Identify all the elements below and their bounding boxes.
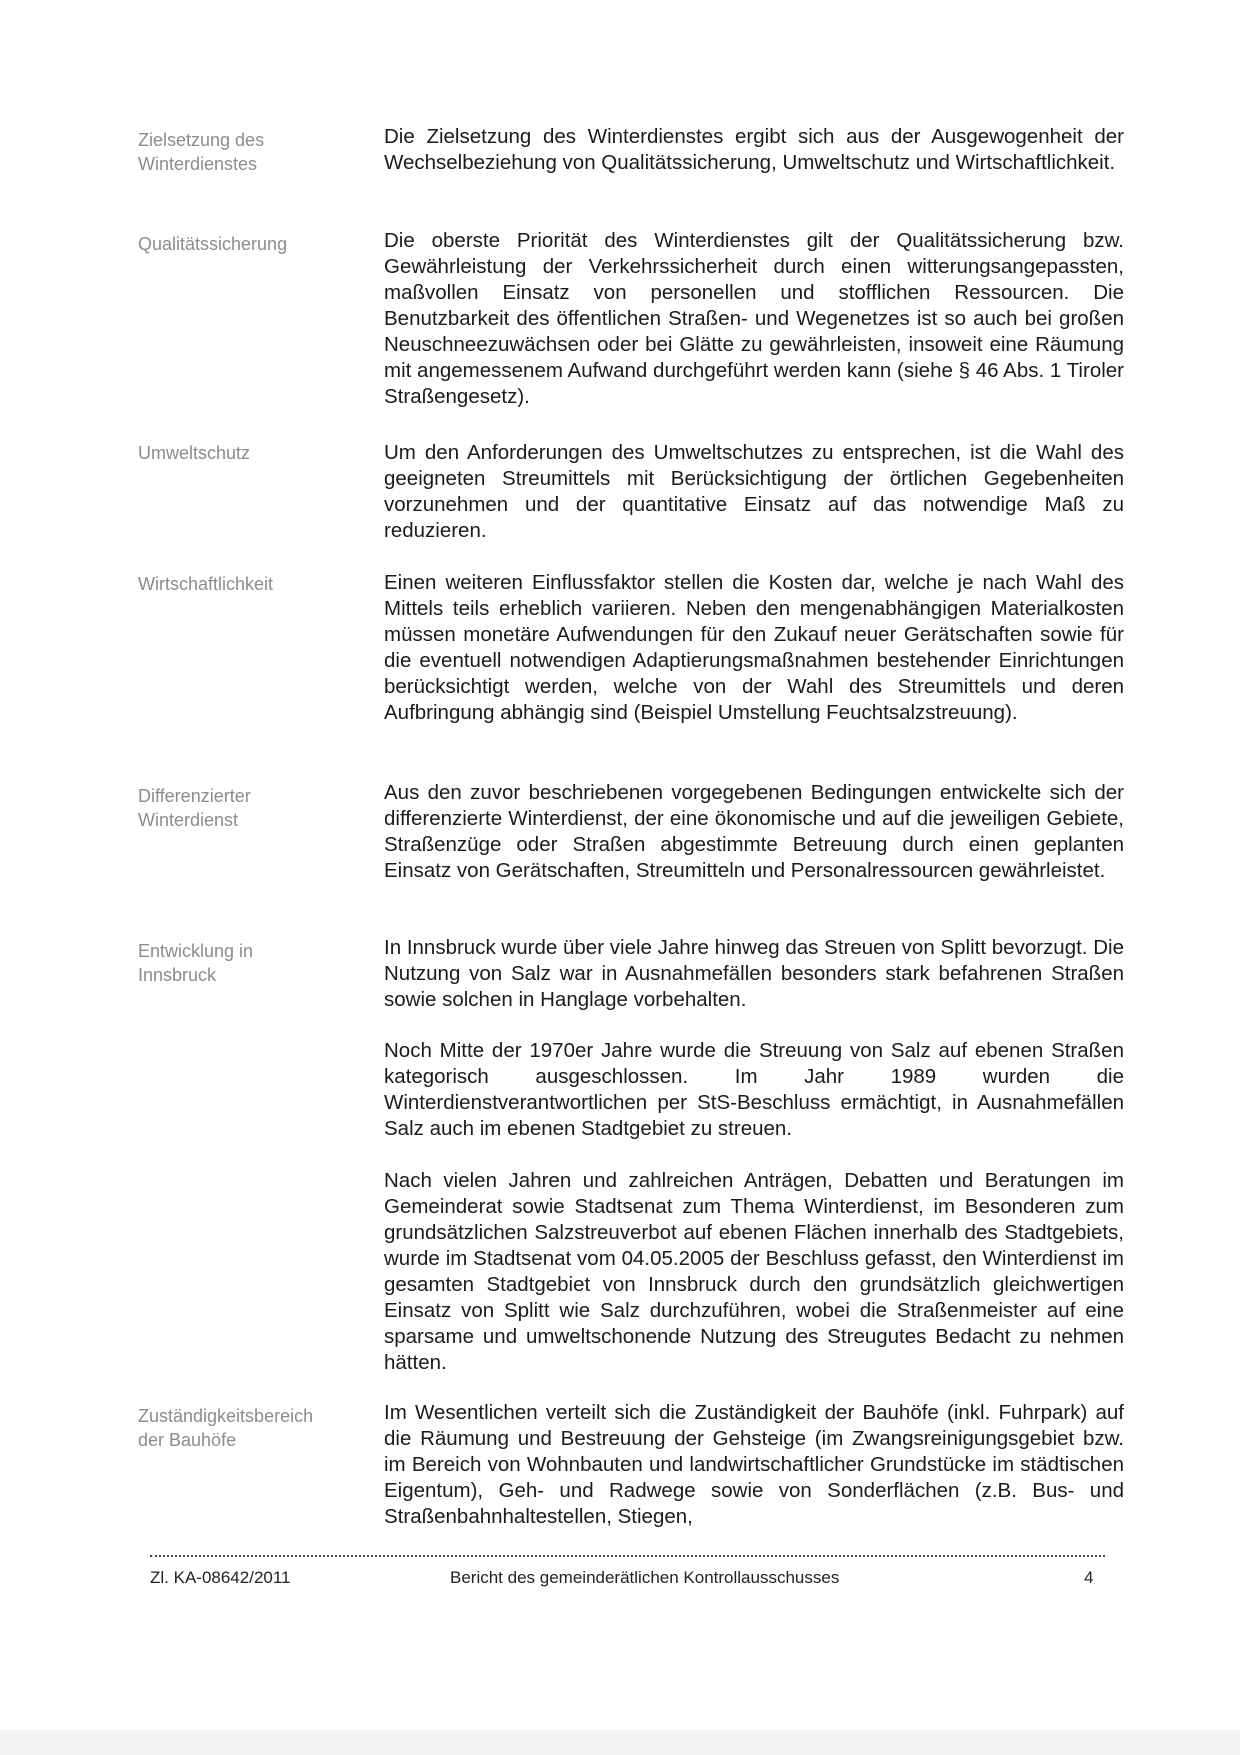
scan-bottom-edge — [0, 1730, 1240, 1755]
paragraph-entwicklung-1: In Innsbruck wurde über viele Jahre hinweg das Streuen von Splitt bevorzugt. Die Nutzung von Salz war in Ausnahmefällen besonders stark befahrenen Straßen sowie solchen in Hanglage vorbehalten. — [384, 936, 1124, 1011]
margin-heading-differenzierter-winterdienst: Differenzierter Winterdienst — [138, 786, 251, 830]
margin-heading-zielsetzung: Zielsetzung des Winterdienstes — [138, 130, 265, 174]
paragraph-zielsetzung: Die Zielsetzung des Winterdienstes ergibt sich aus der Ausgewogenheit der Wechselbeziehung von Qualitätssicherung, Umweltschutz und Wirtschaftlichkeit. — [384, 125, 1124, 174]
paragraph-entwicklung-2: Noch Mitte der 1970er Jahre wurde die Streuung von Salz auf ebenen Straßen kategorisch ausgeschlossen. Im Jahr 1989 wurden die Winterdienstverantwortlichen per StS-Beschluss ermächtigt, in Ausnahmefällen Salz auch im ebenen Stadtgebiet zu streuen. — [384, 1039, 1124, 1140]
footer-page-number: 4 — [1084, 1568, 1094, 1587]
paragraph-differenzierter-winterdienst: Aus den zuvor beschriebenen vorgegebenen Bedingungen entwickelte sich der differenzierte Winterdienst, der eine ökonomische und auf die jeweiligen Gebiete, Straßenzüge oder Straßen abgestimmte Betreuung durch einen geplanten Einsatz von Gerätschaften, Streumitteln und Personalressourcen gewährleistet. — [384, 781, 1124, 882]
paragraph-entwicklung-3: Nach vielen Jahren und zahlreichen Anträgen, Debatten und Beratungen im Gemeinderat sowie Stadtsenat zum Thema Winterdienst, im Besonderen zum grundsätzlichen Salzstreuverbot auf ebenen Flächen innerhalb des Stadtgebiets, wurde im Stadtsenat vom 04.05.2005 der Beschluss gefasst, den Winterdienst im gesamten Stadtgebiet von Innsbruck durch den grundsätzlich gleichwertigen Einsatz von Splitt wie Salz durchzuführen, wobei die Straßenmeister auf eine sparsame und umweltschonende Nutzung des Streugutes Bedacht zu nehmen hätten. — [384, 1169, 1124, 1374]
margin-heading-qualitaetssicherung: Qualitätssicherung — [138, 234, 288, 254]
paragraph-zustaendigkeitsbereich: Im Wesentlichen verteilt sich die Zuständigkeit der Bauhöfe (inkl. Fuhrpark) auf die Räumung und Bestreuung der Gehsteige (im Zwangsreinigungsgebiet bzw. im Bereich von Wohnbauten und landwirtschaftlicher Grundstücke im städtischen Eigentum), Geh- und Radwege sowie von Sonderflächen (z.B. Bus- und Straßenbahnhaltestellen, Stiegen, — [384, 1401, 1124, 1528]
paragraph-wirtschaftlichkeit: Einen weiteren Einflussfaktor stellen die Kosten dar, welche je nach Wahl des Mittels teils erheblich variieren. Neben den mengenabhängigen Materialkosten müssen monetäre Aufwendungen für den Zukauf neuer Gerätschaften sowie für die eventuell notwendigen Adaptierungsmaßnahmen bestehender Einrichtungen berücksichtigt werden, welche von der Wahl des Streumittels und deren Aufbringung abhängig sind (Beispiel Umstellung Feuchtsalzstreuung). — [384, 571, 1124, 724]
margin-heading-zustaendigkeitsbereich: Zuständigkeitsbereich der Bauhöfe — [138, 1406, 314, 1450]
footer-divider — [150, 1555, 1105, 1557]
margin-heading-entwicklung-innsbruck: Entwicklung in Innsbruck — [138, 941, 254, 985]
paragraph-qualitaetssicherung: Die oberste Priorität des Winterdienstes gilt der Qualitätssicherung bzw. Gewährleistung der Verkehrssicherheit durch einen witterungsangepassten, maßvollen Einsatz von personellen und stofflichen Ressourcen. Die Benutzbarkeit des öffentlichen Straßen- und Wegenetzes ist so auch bei großen Neuschneezuwächsen oder bei Glätte zu gewährleisten, insoweit eine Räumung mit angemessenem Aufwand durchgeführt werden kann (siehe § 46 Abs. 1 Tiroler Straßengesetz). — [384, 229, 1124, 408]
margin-heading-umweltschutz: Umweltschutz — [138, 443, 251, 463]
paragraph-umweltschutz: Um den Anforderungen des Umweltschutzes zu entsprechen, ist die Wahl des geeigneten Streumittels mit Berücksichtigung der örtlichen Gegebenheiten vorzunehmen und der quantitative Einsatz auf das notwendige Maß zu reduzieren. — [384, 441, 1124, 542]
footer-report-title: Bericht des gemeinderätlichen Kontrollausschusses — [450, 1568, 840, 1587]
footer-file-number: Zl. KA-08642/2011 — [150, 1568, 291, 1587]
margin-heading-wirtschaftlichkeit: Wirtschaftlichkeit — [138, 574, 274, 594]
